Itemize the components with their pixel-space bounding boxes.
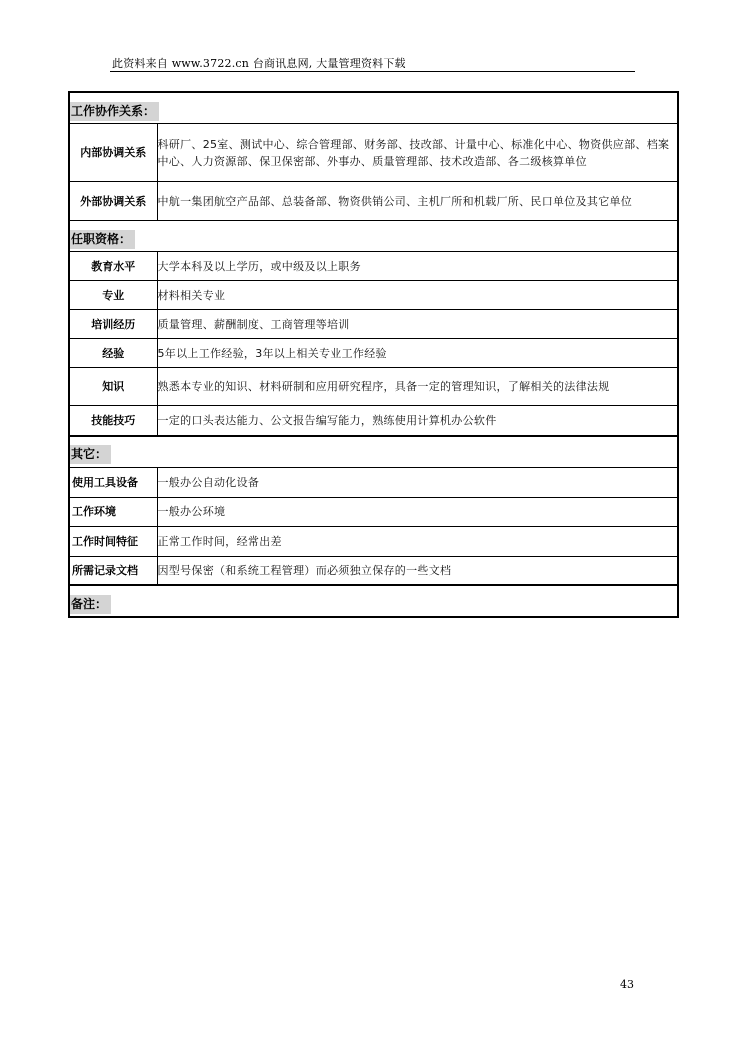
section-title-notes: 备注： [70, 595, 111, 614]
row-label-work-time: 工作时间特征 [69, 526, 157, 556]
table-row [69, 339, 678, 368]
header-divider [110, 71, 635, 72]
table-row [69, 556, 678, 585]
row-value-skills: 一定的口头表达能力、公文报告编写能力，熟练使用计算机办公软件 [157, 406, 678, 436]
section-work-relations [69, 92, 678, 124]
row-label-education: 教育水平 [69, 252, 157, 281]
section-title-qualifications: 任职资格： [70, 230, 135, 249]
table-row [69, 252, 678, 281]
row-label-external-relations: 外部协调关系 [69, 182, 157, 221]
table-row [69, 310, 678, 339]
page-number: 43 [620, 978, 634, 991]
table-row [69, 526, 678, 556]
table-row [69, 368, 678, 406]
row-label-documents: 所需记录文档 [69, 556, 157, 585]
table-row [69, 497, 678, 526]
row-label-internal-relations: 内部协调关系 [69, 124, 157, 182]
row-value-environment: 一般办公环境 [157, 497, 678, 526]
row-value-internal-relations: 科研厂、25室、测试中心、综合管理部、财务部、技改部、计量中心、标准化中心、物资供应部、档案中心、人力资源部、保卫保密部、外事办、质量管理部、技术改造部、各二级核算单位 [157, 124, 678, 182]
row-value-knowledge: 熟悉本专业的知识、材料研制和应用研究程序，具备一定的管理知识，了解相关的法律法规 [157, 368, 678, 406]
row-label-skills: 技能技巧 [69, 406, 157, 436]
section-title-other: 其它： [70, 445, 111, 464]
row-value-documents: 因型号保密（和系统工程管理）而必须独立保存的一些文档 [157, 556, 678, 585]
section-title-work-relations: 工作协作关系： [70, 102, 159, 121]
row-label-experience: 经验 [69, 339, 157, 368]
row-value-external-relations: 中航一集团航空产品部、总装备部、物资供销公司、主机厂所和机载厂所、民口单位及其它单位 [157, 182, 678, 221]
row-value-experience: 5年以上工作经验，3年以上相关专业工作经验 [157, 339, 678, 368]
row-value-education: 大学本科及以上学历，或中级及以上职务 [157, 252, 678, 281]
row-value-tools: 一般办公自动化设备 [157, 467, 678, 497]
table-row [69, 467, 678, 497]
table-row [69, 124, 678, 182]
section-other [69, 436, 678, 468]
table-row [69, 182, 678, 221]
section-qualifications [69, 221, 678, 252]
table-row [69, 281, 678, 310]
table-row [69, 406, 678, 436]
section-notes [69, 585, 678, 617]
row-label-knowledge: 知识 [69, 368, 157, 406]
job-description-table [68, 91, 679, 618]
row-label-major: 专业 [69, 281, 157, 310]
row-value-training: 质量管理、薪酬制度、工商管理等培训 [157, 310, 678, 339]
page-header-source: 此资料来自 www.3722.cn 台商讯息网, 大量管理资料下载 [112, 57, 406, 70]
row-value-work-time: 正常工作时间，经常出差 [157, 526, 678, 556]
row-label-tools: 使用工具设备 [69, 467, 157, 497]
row-label-training: 培训经历 [69, 310, 157, 339]
row-value-major: 材料相关专业 [157, 281, 678, 310]
row-label-environment: 工作环境 [69, 497, 157, 526]
